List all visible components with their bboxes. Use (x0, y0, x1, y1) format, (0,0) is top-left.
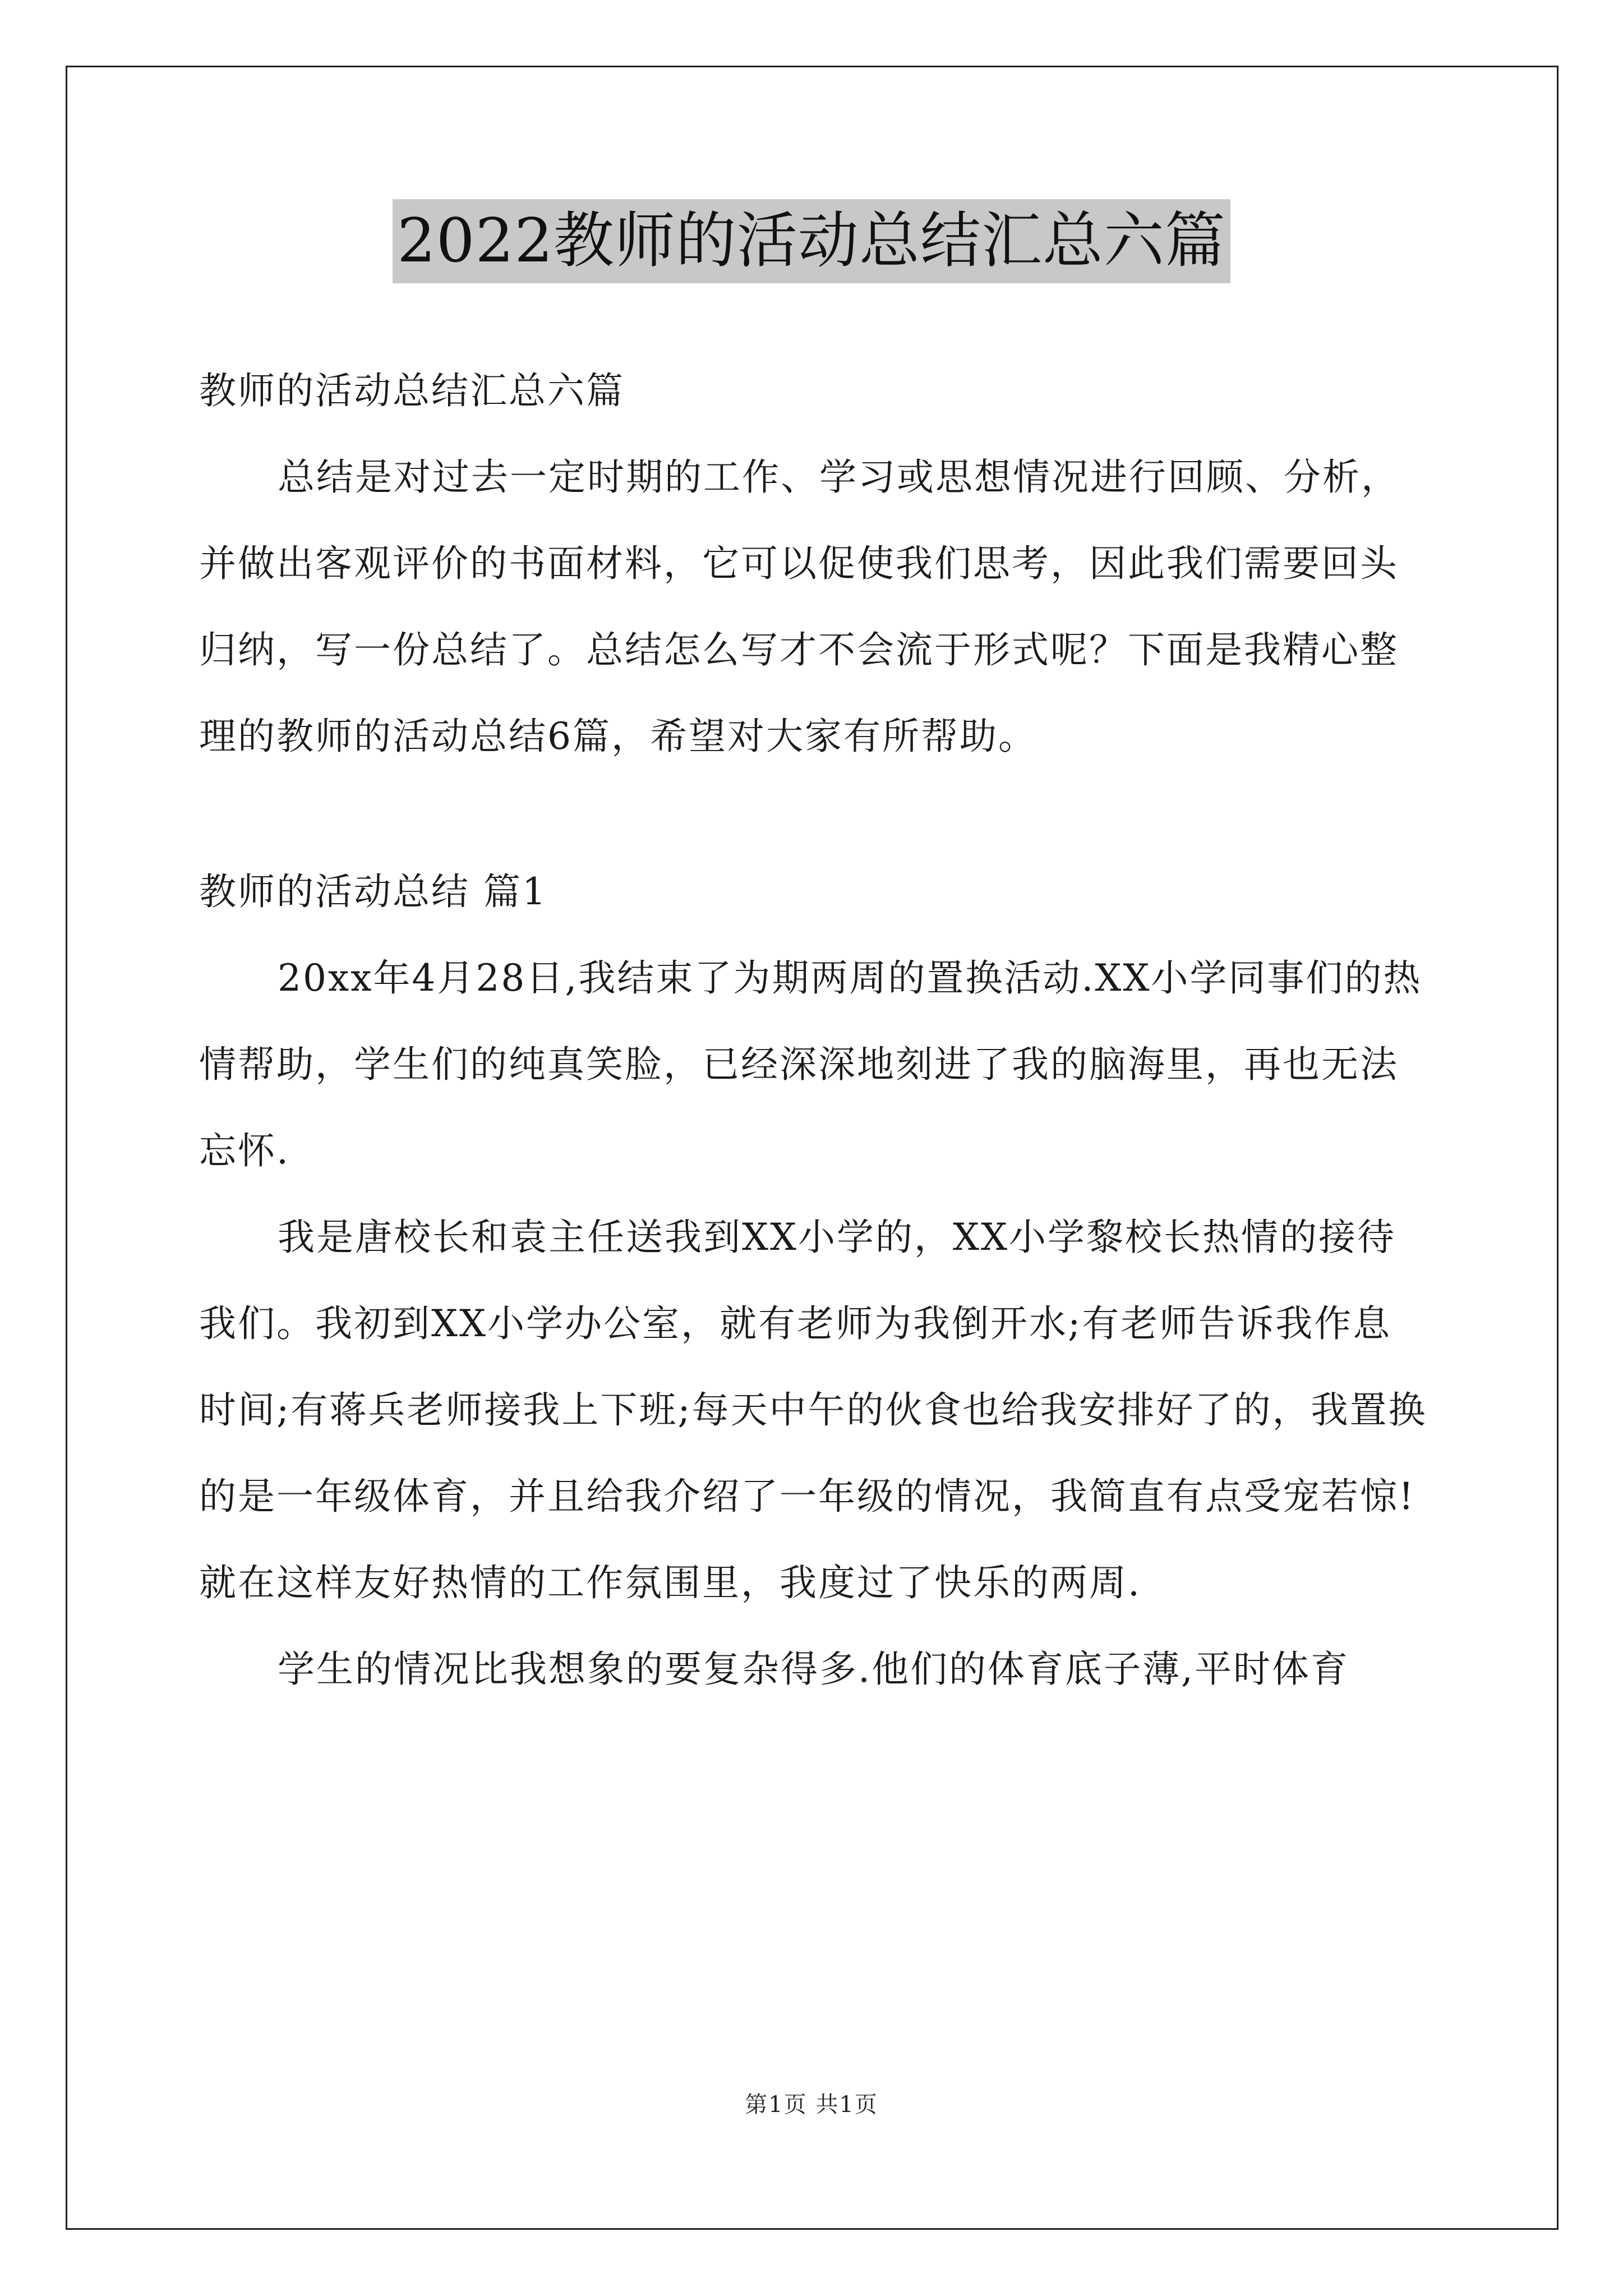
section-spacer (199, 780, 1427, 849)
document-subtitle: 教师的活动总结汇总六篇 (199, 369, 625, 412)
intro-paragraph: 总结是对过去一定时期的工作、学习或思想情况进行回顾、分析，并做出客观评价的书面材料，它可以促使我们思考，因此我们需要回头归纳，写一份总结了。总结怎么写才不会流于形式呢？下面是我精心整理的教师的活动总结6篇，希望对大家有所帮助。 (199, 455, 1400, 758)
page-footer: 第1页 共1页 (745, 2092, 878, 2118)
title-container (0, 199, 1623, 283)
body-paragraph-1: 20xx年4月28日,我结束了为期两周的置换活动.XX小学同事们的热情帮助，学生们的纯真笑脸，已经深深地刻进了我的脑海里，再也无法忘怀. (199, 956, 1422, 1172)
document-body (199, 348, 1427, 1713)
section-heading: 教师的活动总结 篇1 (199, 870, 547, 913)
body-paragraph-2: 我是唐校长和袁主任送我到XX小学的，XX小学黎校长热情的接待我们。我初到XX小学办公室，就有老师为我倒开水;有老师告诉我作息时间;有蒋兵老师接我上下班;每天中午的伙食也给我安排好了的，我置换的是一年级体育，并且给我介绍了一年级的情况，我简直有点受宠若惊!就在这样友好热情的工作氛围里，我度过了快乐的两周. (199, 1216, 1427, 1604)
body-paragraph-3: 学生的情况比我想象的要复杂得多.他们的体育底子薄,平时体育 (278, 1648, 1349, 1691)
document-title: 2022教师的活动总结汇总六篇 (393, 199, 1230, 283)
